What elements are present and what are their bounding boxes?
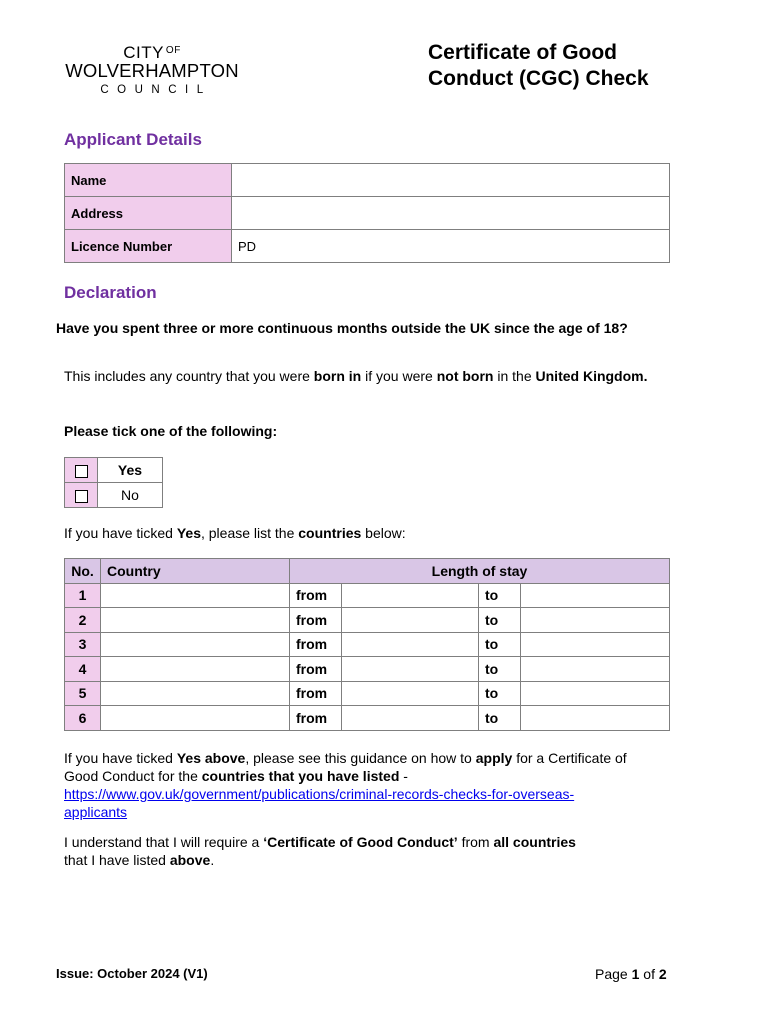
guidance-text-4: -	[399, 768, 408, 784]
declaration-info	[64, 367, 664, 385]
licence-number-label: Licence Number	[65, 230, 232, 263]
no-checkbox[interactable]	[75, 490, 88, 503]
row-number: 1	[65, 583, 101, 608]
name-label: Name	[65, 164, 232, 197]
to-date-field[interactable]	[521, 681, 670, 706]
address-row	[65, 197, 670, 230]
country-field[interactable]	[101, 681, 290, 706]
guidance-link[interactable]	[64, 786, 574, 820]
page-number	[595, 966, 667, 982]
from-date-field[interactable]	[342, 608, 479, 633]
countries-table	[64, 558, 670, 731]
to-date-field[interactable]	[521, 657, 670, 682]
info-bold-born-in: born in	[313, 368, 362, 384]
country-row	[65, 583, 670, 608]
country-field[interactable]	[101, 632, 290, 657]
to-date-field[interactable]	[521, 706, 670, 731]
guidance-bold-apply: apply	[475, 750, 513, 766]
licence-number-row	[65, 230, 670, 263]
council-logo	[62, 44, 242, 96]
declaration-heading: Declaration	[64, 283, 157, 302]
applicant-details-table	[64, 163, 670, 263]
understand-text-4: .	[210, 852, 215, 868]
guidance-bold-countries: countries that you have listed	[201, 768, 400, 784]
from-label: from	[290, 632, 342, 657]
to-label: to	[479, 583, 521, 608]
guidance-text-1: If you have ticked	[64, 750, 177, 766]
yes-list-text-3: below:	[361, 525, 406, 541]
guidance-link-line-2: applicants	[64, 804, 128, 820]
row-number: 6	[65, 706, 101, 731]
from-date-field[interactable]	[342, 583, 479, 608]
applicant-details-heading: Applicant Details	[64, 130, 202, 149]
header-no: No.	[65, 559, 101, 584]
from-date-field[interactable]	[342, 706, 479, 731]
to-label: to	[479, 706, 521, 731]
yes-list-bold-countries: countries	[298, 525, 362, 541]
name-row	[65, 164, 670, 197]
yes-list-text-2: , please list the	[200, 525, 299, 541]
understand-bold-above: above	[169, 852, 211, 868]
no-label: No	[98, 483, 163, 508]
guidance-text-3: for a Certificate of Good Conduct for the	[64, 750, 627, 784]
header-country: Country	[101, 559, 290, 584]
guidance-bold-yes-above: Yes above	[176, 750, 246, 766]
guidance-text-2: , please see this guidance on how to	[245, 750, 476, 766]
from-date-field[interactable]	[342, 681, 479, 706]
country-row	[65, 706, 670, 731]
tick-prompt: Please tick one of the following:	[64, 423, 278, 439]
from-label: from	[290, 608, 342, 633]
info-text-1: This includes any country that you were	[64, 368, 314, 384]
understand-text-3: that I have listed	[64, 852, 170, 868]
to-label: to	[479, 657, 521, 682]
no-row	[65, 483, 163, 508]
country-field[interactable]	[101, 706, 290, 731]
info-text-2: if you were	[361, 368, 437, 384]
licence-number-field[interactable]: PD	[232, 230, 670, 263]
info-bold-uk: United Kingdom.	[535, 368, 648, 384]
country-row	[65, 632, 670, 657]
understanding-statement	[64, 833, 664, 869]
row-number: 5	[65, 681, 101, 706]
yes-row	[65, 458, 163, 483]
from-label: from	[290, 657, 342, 682]
to-date-field[interactable]	[521, 583, 670, 608]
guidance-paragraph	[64, 749, 664, 821]
from-label: from	[290, 706, 342, 731]
yes-list-instruction	[64, 524, 406, 542]
understand-text-1: I understand that I will require a	[64, 834, 264, 850]
header-length-of-stay: Length of stay	[290, 559, 670, 584]
understand-bold-all-countries: all countries	[493, 834, 576, 850]
yes-list-text-1: If you have ticked	[64, 525, 177, 541]
to-date-field[interactable]	[521, 608, 670, 633]
from-date-field[interactable]	[342, 632, 479, 657]
page-of: of	[639, 966, 659, 982]
yes-list-bold-yes: Yes	[176, 525, 201, 541]
row-number: 4	[65, 657, 101, 682]
address-field[interactable]	[232, 197, 670, 230]
guidance-link-line-1: https://www.gov.uk/government/publications/criminal-records-checks-for-overseas-	[64, 786, 575, 802]
logo-council: COUNCIL	[100, 83, 212, 96]
understand-text-2: from	[457, 834, 494, 850]
to-label: to	[479, 632, 521, 657]
country-row	[65, 608, 670, 633]
address-label: Address	[65, 197, 232, 230]
title-line-1: Certificate of Good	[428, 41, 618, 64]
logo-wolverhampton: WOLVERHAMPTON	[65, 60, 239, 81]
to-label: to	[479, 608, 521, 633]
to-label: to	[479, 681, 521, 706]
page-total: 2	[658, 966, 667, 982]
country-field[interactable]	[101, 608, 290, 633]
country-row	[65, 681, 670, 706]
document-title	[428, 40, 728, 92]
logo-of: OF	[165, 45, 181, 56]
country-row	[65, 657, 670, 682]
from-label: from	[290, 583, 342, 608]
yes-checkbox[interactable]	[75, 465, 88, 478]
info-bold-not-born: not born	[436, 368, 494, 384]
country-field[interactable]	[101, 583, 290, 608]
yes-no-table	[64, 457, 163, 508]
no-checkbox-cell	[65, 483, 98, 508]
page-current: 1	[631, 966, 640, 982]
countries-header-row	[65, 559, 670, 584]
country-field[interactable]	[101, 657, 290, 682]
from-date-field[interactable]	[342, 657, 479, 682]
title-line-2: Conduct (CGC) Check	[428, 67, 649, 90]
row-number: 3	[65, 632, 101, 657]
declaration-question: Have you spent three or more continuous months outside the UK since the age of 18?	[56, 320, 628, 336]
from-label: from	[290, 681, 342, 706]
issue-date: Issue: October 2024 (V1)	[56, 966, 208, 981]
logo-city: CITY	[123, 43, 164, 62]
yes-label: Yes	[98, 458, 163, 483]
name-field[interactable]	[232, 164, 670, 197]
understand-bold-cgc: ‘Certificate of Good Conduct’	[263, 834, 458, 850]
row-number: 2	[65, 608, 101, 633]
to-date-field[interactable]	[521, 632, 670, 657]
info-text-3: in the	[493, 368, 536, 384]
page-prefix: Page	[595, 966, 632, 982]
yes-checkbox-cell	[65, 458, 98, 483]
